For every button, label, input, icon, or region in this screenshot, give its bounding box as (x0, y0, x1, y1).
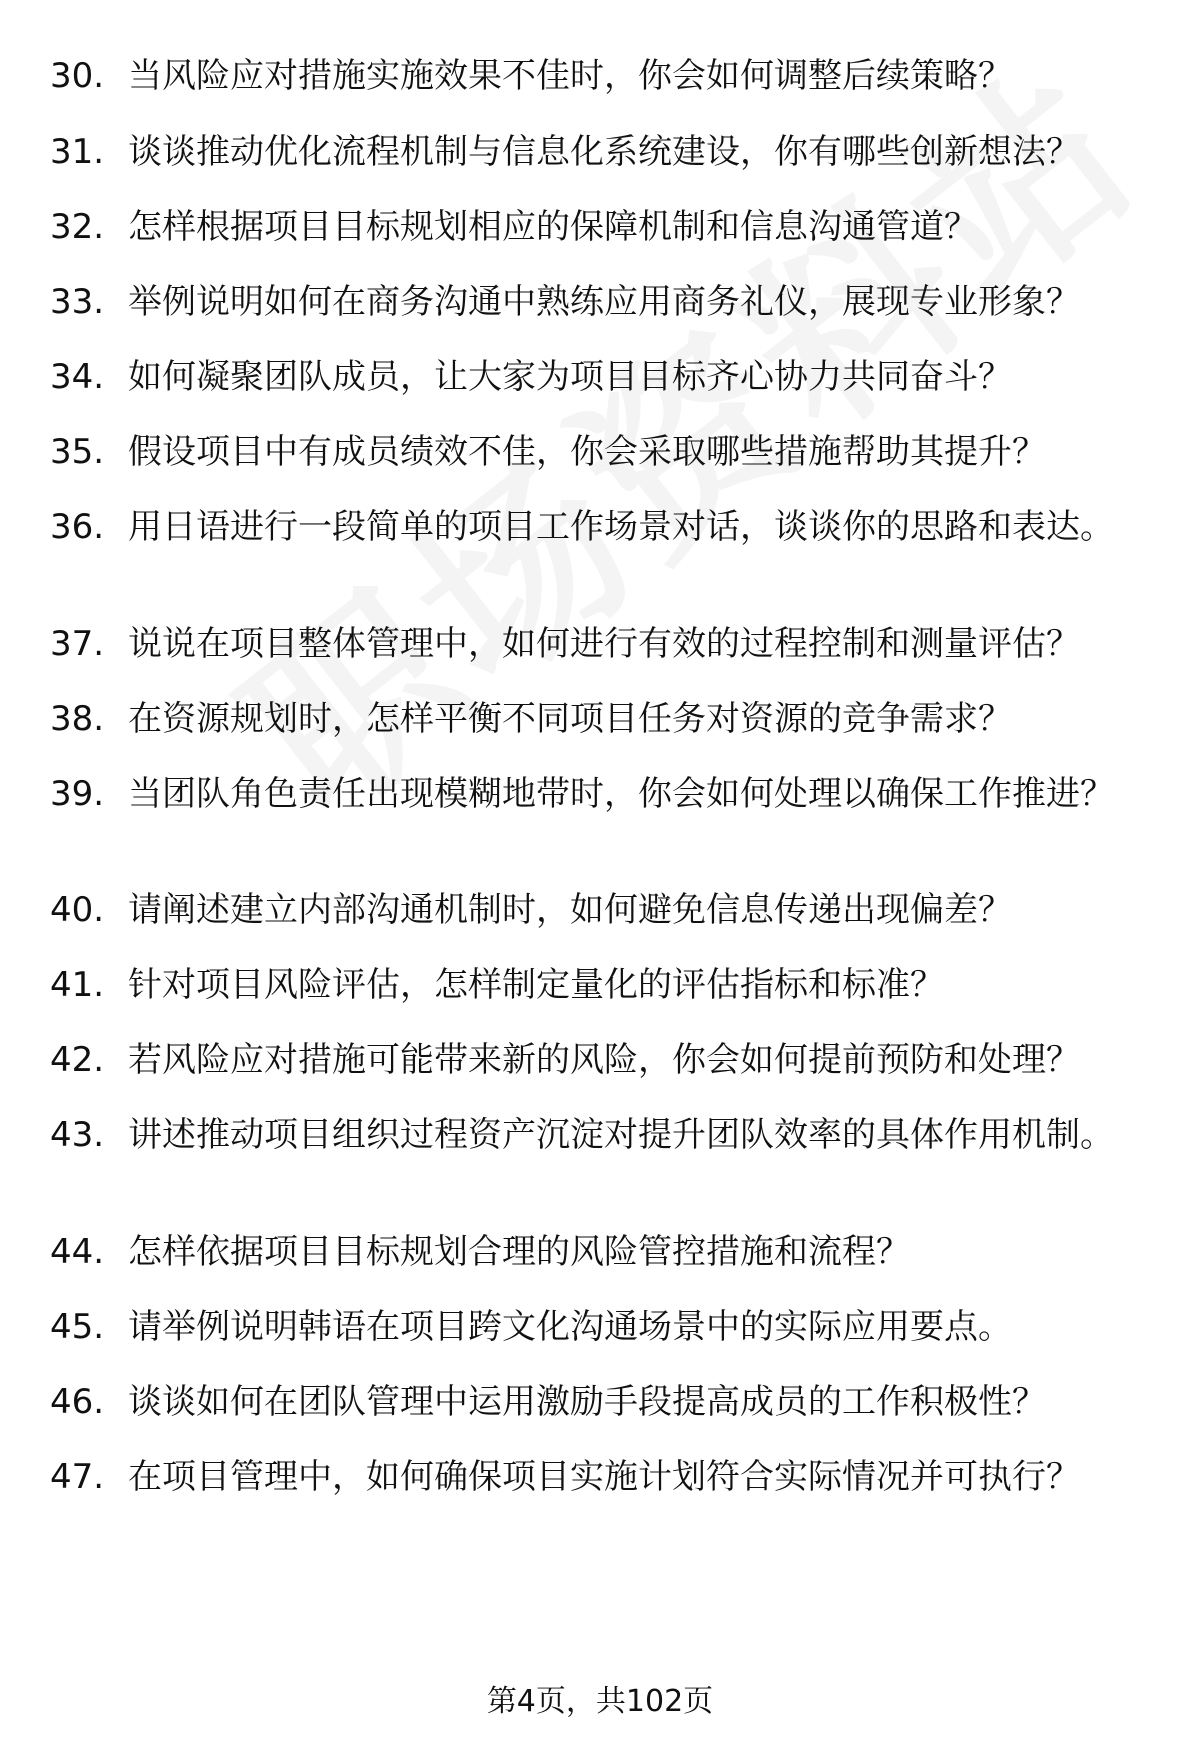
question-number: 30. (50, 56, 105, 96)
question-text: 在资源规划时，怎样平衡不同项目任务对资源的竞争需求？ (128, 699, 1012, 739)
question-text: 请举例说明韩语在项目跨文化沟通场景中的实际应用要点。 (128, 1307, 1012, 1347)
question-text: 假设项目中有成员绩效不佳，你会采取哪些措施帮助其提升？ (128, 432, 1046, 472)
question-text: 用日语进行一段简单的项目工作场景对话，谈谈你的思路和表达。 (128, 507, 1114, 547)
question-number: 35. (50, 432, 105, 472)
question-number: 37. (50, 624, 105, 664)
question-text: 举例说明如何在商务沟通中熟练应用商务礼仪，展现专业形象？ (128, 282, 1080, 322)
question-text: 如何凝聚团队成员，让大家为项目目标齐心协力共同奋斗？ (128, 357, 1012, 397)
question-text: 当团队角色责任出现模糊地带时，你会如何处理以确保工作推进？ (128, 774, 1114, 814)
question-number: 47. (50, 1457, 105, 1497)
question-number: 41. (50, 965, 105, 1005)
question-text: 针对项目风险评估，怎样制定量化的评估指标和标准？ (128, 965, 944, 1005)
question-number: 39. (50, 774, 105, 814)
question-text: 说说在项目整体管理中，如何进行有效的过程控制和测量评估？ (128, 624, 1080, 664)
question-text: 当风险应对措施实施效果不佳时，你会如何调整后续策略？ (128, 56, 1012, 96)
question-number: 32. (50, 207, 105, 247)
question-text: 谈谈推动优化流程机制与信息化系统建设，你有哪些创新想法？ (128, 132, 1080, 172)
question-number: 42. (50, 1040, 105, 1080)
question-number: 46. (50, 1382, 105, 1422)
question-text: 怎样根据项目目标规划相应的保障机制和信息沟通管道？ (128, 207, 978, 247)
question-text: 谈谈如何在团队管理中运用激励手段提高成员的工作积极性？ (128, 1382, 1046, 1422)
question-number: 33. (50, 282, 105, 322)
question-number: 31. (50, 132, 105, 172)
question-number: 38. (50, 699, 105, 739)
question-text: 若风险应对措施可能带来新的风险，你会如何提前预防和处理？ (128, 1040, 1080, 1080)
question-text: 讲述推动项目组织过程资产沉淀对提升团队效率的具体作用机制。 (128, 1115, 1114, 1155)
question-text: 请阐述建立内部沟通机制时，如何避免信息传递出现偏差？ (128, 890, 1012, 930)
question-text: 在项目管理中，如何确保项目实施计划符合实际情况并可执行？ (128, 1457, 1080, 1497)
question-number: 36. (50, 507, 105, 547)
page-footer: 第4页，共102页 (486, 1684, 714, 1719)
question-number: 34. (50, 357, 105, 397)
question-number: 43. (50, 1115, 105, 1155)
question-number: 40. (50, 890, 105, 930)
question-number: 45. (50, 1307, 105, 1347)
question-number: 44. (50, 1232, 105, 1272)
question-text: 怎样依据项目目标规划合理的风险管控措施和流程？ (128, 1232, 910, 1272)
